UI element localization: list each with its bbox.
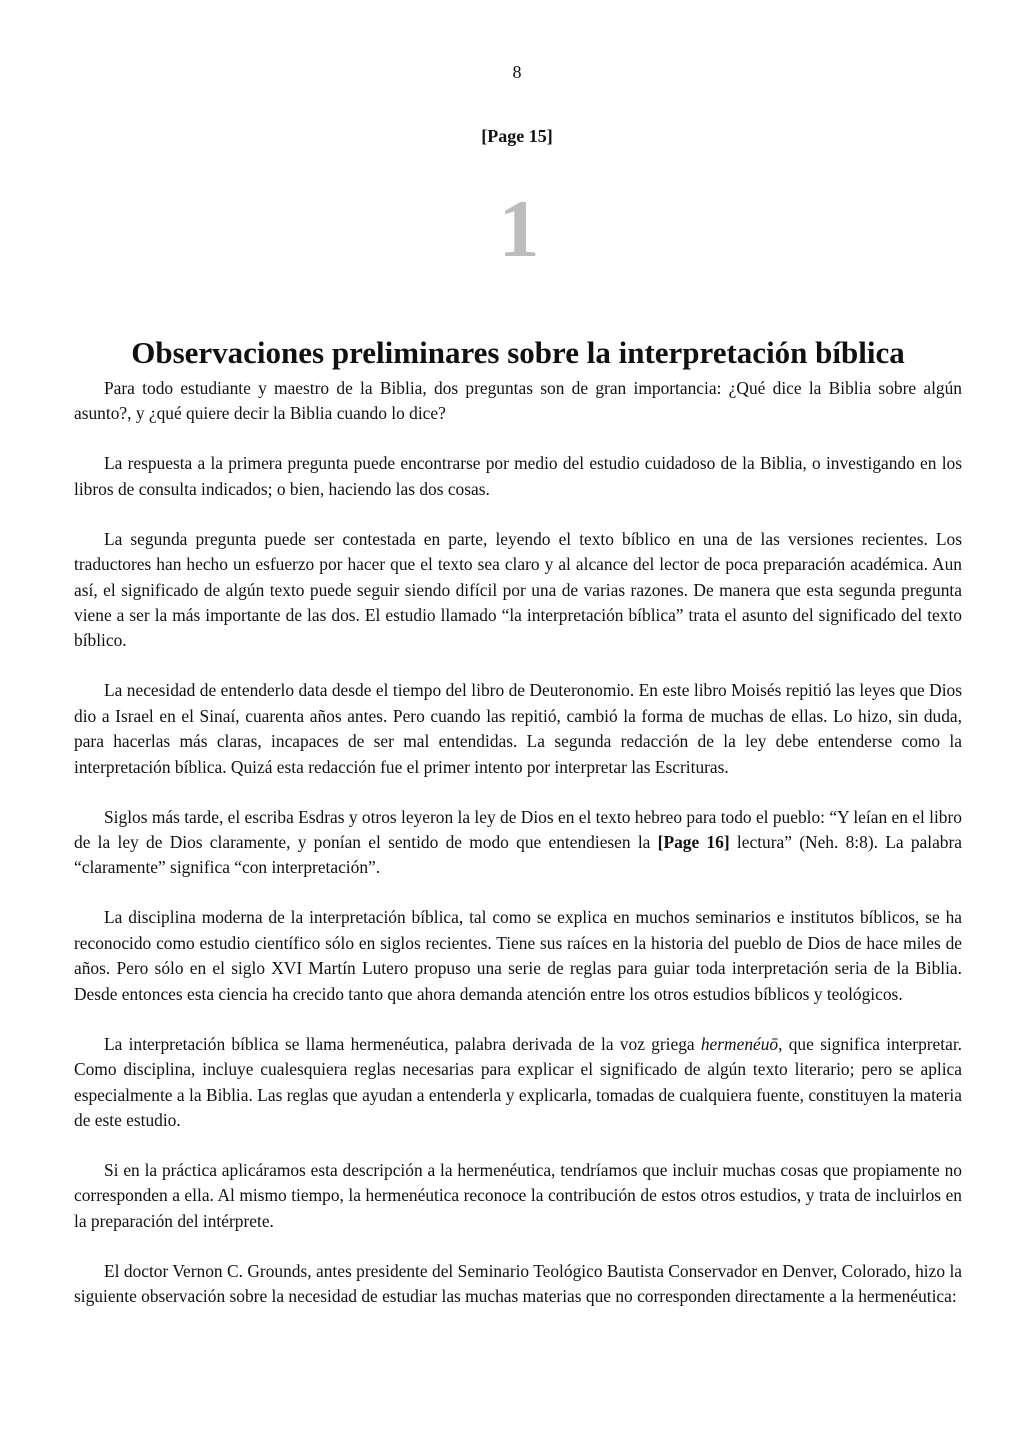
paragraph-6: La disciplina moderna de la interpretación bíblica, tal como se explica en muchos seminarios e institutos bíblicos, se ha reconocido como estudio científico sólo en siglos recientes. Tiene sus raíces en la historia del pueblo de Dios de hace miles de años. Pero sólo en el siglo XVI Martín Lutero propuso una serie de reglas para guiar toda interpretación seria de la Biblia. Desde entonces esta ciencia ha crecido tanto que ahora demanda atención entre los otros estudios bíblicos y teológicos. xyxy=(74,907,962,1004)
paragraph-7 xyxy=(74,1032,962,1134)
chapter-number: 1 xyxy=(498,183,540,274)
greek-term: hermenéuō xyxy=(700,1033,779,1054)
paragraph-5-text-start: Siglos más tarde, el escriba Esdras y otros leyeron la ley de Dios en el texto hebreo para todo el pueblo: “Y leían en el libro de la ley de Dios claramente, y ponían el sentido de modo que entendiesen la xyxy=(74,806,962,853)
chapter-title: Observaciones preliminares sobre la interpretación bíblica xyxy=(131,334,905,370)
paragraph-3: La segunda pregunta puede ser contestada en parte, leyendo el texto bíblico en una de las versiones recientes. Los traductores han hecho un esfuerzo por hacer que el texto sea claro y al alcance del lector de poca preparación académica. Aun así, el significado de algún texto puede seguir siendo difícil por una de varias razones. De manera que esta segunda pregunta viene a ser la más importante de las dos. El estudio llamado “la interpretación bíblica” trata el asunto del significado del texto bíblico. xyxy=(74,528,962,651)
page-number: 8 xyxy=(512,62,522,82)
paragraph-8: Si en la práctica aplicáramos esta descripción a la hermenéutica, tendríamos que incluir muchas cosas que propiamente no corresponden a ella. Al mismo tiempo, la hermenéutica reconoce la contribución de estos otros estudios, y trata de incluirlos en la preparación del intérprete. xyxy=(74,1159,962,1231)
paragraph-1: Para todo estudiante y maestro de la Biblia, dos preguntas son de gran importancia: ¿Qué dice la Biblia sobre algún asunto?, y ¿qué quiere decir la Biblia cuando lo dice? xyxy=(74,378,962,424)
body-text xyxy=(74,376,962,1334)
page-marker: [Page 15] xyxy=(481,126,553,146)
paragraph-4: La necesidad de entenderlo data desde el tiempo del libro de Deuteronomio. En este libro Moisés repitió las leyes que Dios dio a Israel en el Sinaí, cuarenta años antes. Pero cuando las repitió, cambió la forma de muchas de ellas. Lo hizo, sin duda, para hacerlas más claras, incapaces de ser mal entendidas. La segunda redacción de la ley debe entenderse como la interpretación bíblica. Quizá esta redacción fue el primer intento por interpretar las Escrituras. xyxy=(74,680,962,777)
paragraph-2: La respuesta a la primera pregunta puede encontrarse por medio del estudio cuidadoso de la Biblia, o investigando en los libros de consulta indicados; o bien, haciendo las dos cosas. xyxy=(74,453,962,499)
paragraph-5 xyxy=(74,805,962,881)
paragraph-7-text-start: La interpretación bíblica se llama hermenéutica, palabra derivada de la voz griega xyxy=(104,1033,701,1054)
paragraph-5-text-end: lectura” (Neh. 8:8). La palabra “claramente” significa “con interpretación”. xyxy=(74,832,962,878)
inline-page-marker: [Page 16] xyxy=(657,832,730,853)
paragraph-9: El doctor Vernon C. Grounds, antes presidente del Seminario Teológico Bautista Conservador en Denver, Colorado, hizo la siguiente observación sobre la necesidad de estudiar las muchas materias que no corresponden directamente a la hermenéutica: xyxy=(74,1260,962,1307)
paragraph-7-text-end: , que significa interpretar. Como disciplina, incluye cualesquiera reglas necesarias para explicar el significado de algún texto literario; pero se aplica especialmente a la Biblia. Las reglas que ayudan a entenderla y explicarla, tomadas de cualquiera fuente, constituyen la materia de este estudio. xyxy=(74,1033,963,1130)
